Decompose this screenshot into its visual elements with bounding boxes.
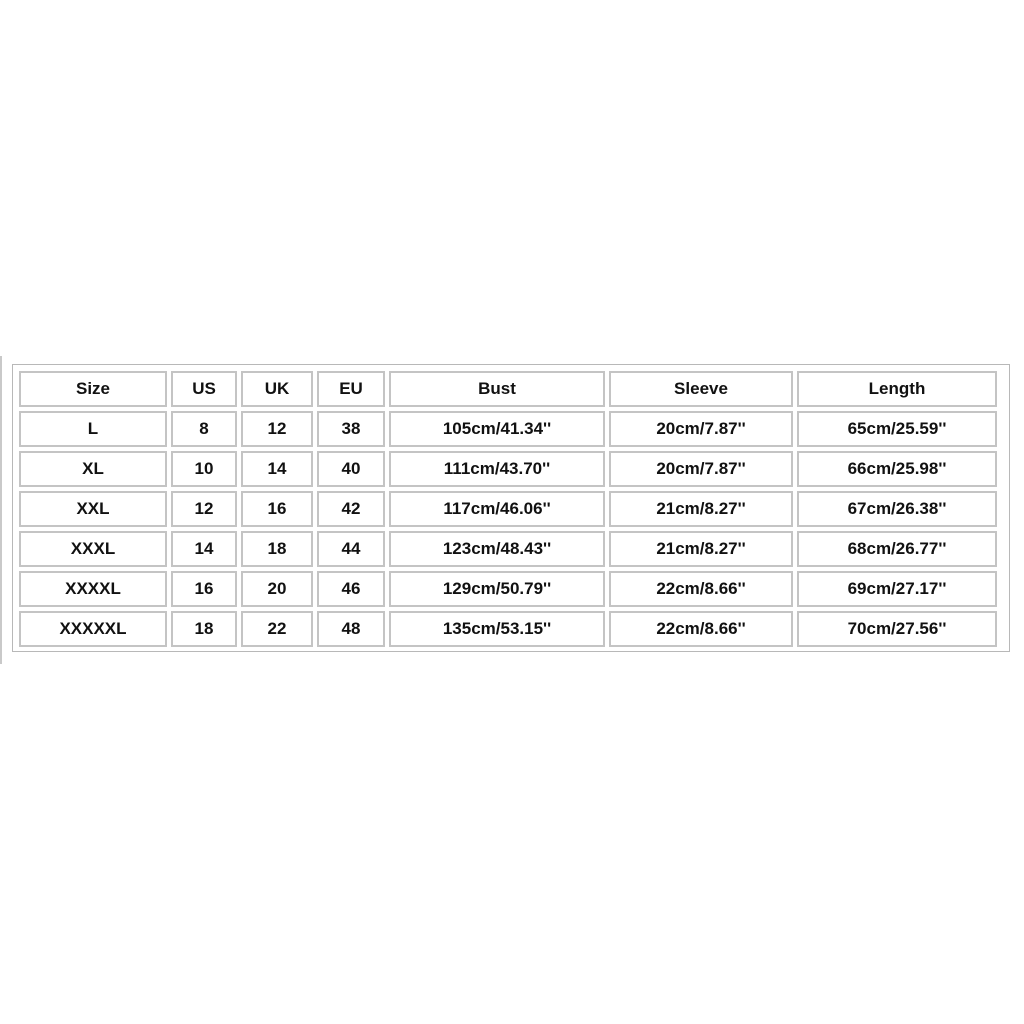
table-row — [19, 531, 997, 567]
cell-length: 69cm/27.17'' — [797, 571, 997, 607]
cell-size: XXXL — [19, 531, 167, 567]
cell-us: 14 — [171, 531, 237, 567]
cell-length: 65cm/25.59'' — [797, 411, 997, 447]
cell-length: 70cm/27.56'' — [797, 611, 997, 647]
cell-length: 66cm/25.98'' — [797, 451, 997, 487]
cell-us: 10 — [171, 451, 237, 487]
header-bust: Bust — [389, 371, 605, 407]
table-row — [19, 571, 997, 607]
cell-size: XXXXL — [19, 571, 167, 607]
cell-us: 12 — [171, 491, 237, 527]
cell-bust: 117cm/46.06'' — [389, 491, 605, 527]
left-edge-divider — [0, 356, 2, 664]
cell-bust: 135cm/53.15'' — [389, 611, 605, 647]
header-uk: UK — [241, 371, 313, 407]
cell-eu: 38 — [317, 411, 385, 447]
cell-sleeve: 20cm/7.87'' — [609, 411, 793, 447]
cell-eu: 48 — [317, 611, 385, 647]
cell-us: 18 — [171, 611, 237, 647]
cell-uk: 18 — [241, 531, 313, 567]
cell-sleeve: 20cm/7.87'' — [609, 451, 793, 487]
cell-bust: 123cm/48.43'' — [389, 531, 605, 567]
table-header-row — [19, 371, 997, 407]
cell-uk: 20 — [241, 571, 313, 607]
table-row — [19, 491, 997, 527]
cell-length: 67cm/26.38'' — [797, 491, 997, 527]
cell-us: 16 — [171, 571, 237, 607]
size-chart — [12, 364, 1010, 652]
size-table — [15, 367, 1001, 651]
cell-eu: 40 — [317, 451, 385, 487]
cell-uk: 22 — [241, 611, 313, 647]
cell-bust: 105cm/41.34'' — [389, 411, 605, 447]
header-length: Length — [797, 371, 997, 407]
cell-length: 68cm/26.77'' — [797, 531, 997, 567]
cell-eu: 44 — [317, 531, 385, 567]
cell-uk: 14 — [241, 451, 313, 487]
cell-size: L — [19, 411, 167, 447]
cell-bust: 111cm/43.70'' — [389, 451, 605, 487]
cell-sleeve: 21cm/8.27'' — [609, 491, 793, 527]
table-row — [19, 451, 997, 487]
cell-sleeve: 22cm/8.66'' — [609, 611, 793, 647]
cell-sleeve: 22cm/8.66'' — [609, 571, 793, 607]
header-sleeve: Sleeve — [609, 371, 793, 407]
cell-uk: 12 — [241, 411, 313, 447]
cell-size: XXL — [19, 491, 167, 527]
cell-bust: 129cm/50.79'' — [389, 571, 605, 607]
cell-uk: 16 — [241, 491, 313, 527]
cell-size: XL — [19, 451, 167, 487]
table-row — [19, 411, 997, 447]
header-us: US — [171, 371, 237, 407]
cell-sleeve: 21cm/8.27'' — [609, 531, 793, 567]
cell-size: XXXXXL — [19, 611, 167, 647]
header-size: Size — [19, 371, 167, 407]
table-row — [19, 611, 997, 647]
header-eu: EU — [317, 371, 385, 407]
cell-us: 8 — [171, 411, 237, 447]
cell-eu: 46 — [317, 571, 385, 607]
cell-eu: 42 — [317, 491, 385, 527]
